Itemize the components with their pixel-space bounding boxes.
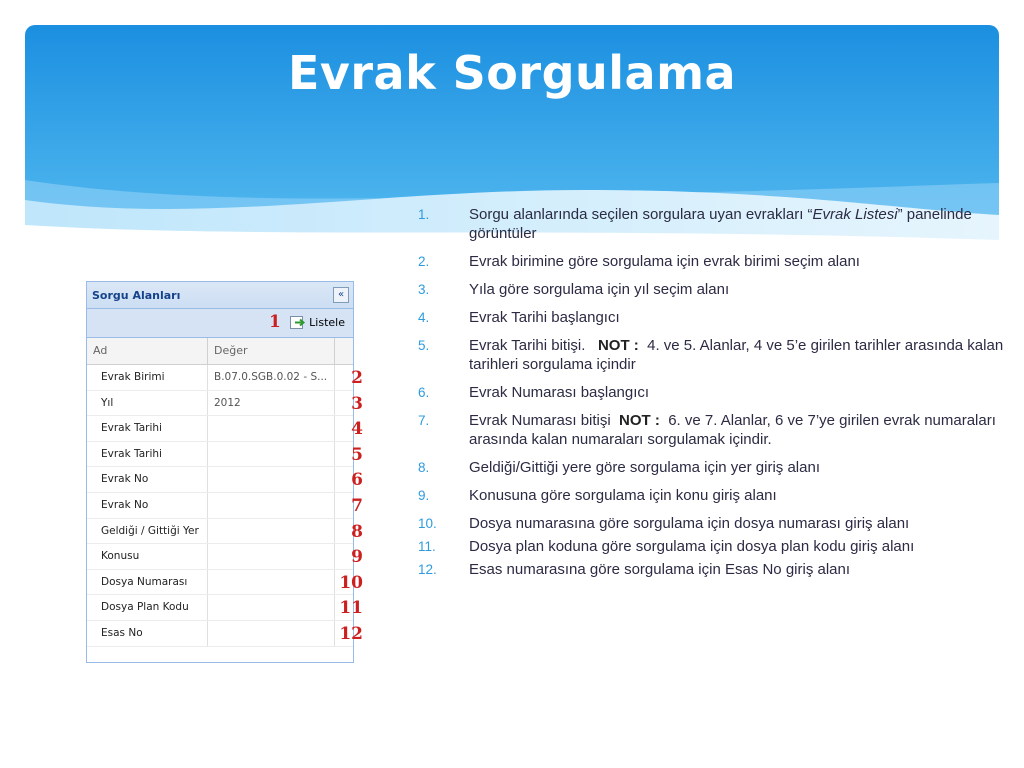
list-number: 6.: [418, 385, 430, 400]
list-text: Evrak birimine göre sorgulama için evrak birimi seçim alanı: [469, 253, 860, 270]
panel-header: [87, 282, 353, 309]
list-text: 6. ve 7. Alanlar, 6 ve 7’ye girilen evrak numaraları arasında kalan numaraları sorgulamak içindir.: [469, 412, 996, 448]
list-item: [416, 458, 1006, 477]
note-label: NOT :: [597, 337, 639, 354]
query-row[interactable]: [87, 595, 363, 621]
list-text: Evrak Numarası bitişi: [469, 412, 611, 429]
list-text: Sorgu alanlarında seçilen sorgulara uyan evrakları “: [469, 206, 813, 223]
list-text: ” panelinde görüntüler: [469, 206, 972, 242]
list-item: [416, 205, 1006, 243]
list-number: 12.: [418, 562, 437, 577]
list-arrow-icon: [290, 316, 306, 329]
query-row[interactable]: [87, 391, 363, 417]
callout-number: 4: [351, 419, 363, 440]
query-fields-panel: [86, 281, 363, 663]
column-name-header[interactable]: Ad: [87, 338, 208, 364]
list-button-label: Listele: [309, 316, 345, 329]
list-item: [416, 560, 1006, 579]
row-name: Dosya Plan Kodu: [101, 601, 189, 614]
list-text: 4. ve 5. Alanlar, 4 ve 5’e girilen tarihler arasında kalan tarihleri sorgulama içindir: [469, 337, 1004, 373]
list-item: [416, 411, 1006, 449]
list-text: Esas numarasına göre sorgulama için Esas No giriş alanı: [469, 561, 851, 578]
callout-number: 10: [339, 572, 363, 593]
list-number: 7.: [418, 413, 430, 428]
list-text: Evrak Numarası başlangıcı: [469, 384, 650, 401]
list-text: Evrak Tarihi başlangıcı: [469, 309, 620, 326]
list-text: Dosya plan koduna göre sorgulama için dosya plan kodu giriş alanı: [469, 538, 915, 555]
row-name: Yıl: [101, 396, 114, 409]
query-row[interactable]: [87, 365, 363, 391]
callout-number: 11: [339, 598, 363, 619]
list-item: [416, 336, 1006, 374]
list-item: [416, 308, 1006, 327]
list-item: [416, 280, 1006, 299]
slide-title: Evrak Sorgulama: [287, 46, 737, 100]
row-value[interactable]: [208, 467, 335, 492]
list-item: [416, 486, 1006, 505]
list-text: Geldiği/Gittiği yere göre sorgulama için yer giriş alanı: [469, 459, 820, 476]
list-button[interactable]: [290, 316, 345, 329]
row-name: Konusu: [101, 550, 140, 563]
list-number: 3.: [418, 282, 430, 297]
query-row[interactable]: [87, 621, 363, 647]
query-row[interactable]: [87, 442, 363, 468]
collapse-icon[interactable]: «: [333, 287, 349, 303]
row-name: Geldiği / Gittiği Yer: [101, 524, 199, 537]
callout-number: 5: [351, 444, 363, 465]
row-value[interactable]: [208, 570, 335, 595]
list-item: [416, 514, 1006, 533]
row-value[interactable]: [208, 442, 335, 467]
query-row[interactable]: [87, 544, 363, 570]
callout-number: 3: [351, 393, 363, 414]
list-number: 11.: [418, 539, 436, 554]
callout-number: 2: [351, 368, 363, 388]
row-name: Evrak Birimi: [101, 371, 165, 383]
row-name: Esas No: [101, 626, 143, 639]
field-description-list: [416, 205, 1006, 588]
query-row[interactable]: [87, 467, 363, 493]
row-value[interactable]: [208, 595, 335, 620]
query-row[interactable]: [87, 570, 363, 596]
query-row[interactable]: [87, 416, 363, 442]
callout-number: 12: [339, 623, 363, 644]
row-value[interactable]: [208, 519, 335, 544]
callout-number: 8: [351, 521, 363, 542]
callout-number: 6: [351, 470, 363, 491]
column-value-header[interactable]: Değer: [208, 338, 335, 364]
list-number: 2.: [418, 254, 430, 269]
row-name: Evrak Tarihi: [101, 447, 162, 460]
note-label: NOT :: [619, 412, 660, 429]
list-item: [416, 383, 1006, 402]
row-name: Evrak Tarihi: [101, 422, 162, 435]
row-name: Evrak No: [101, 473, 149, 486]
panel-toolbar: [87, 309, 353, 338]
row-value[interactable]: B.07.0.SGB.0.02 - S...: [208, 365, 335, 390]
grid-column-header: [87, 338, 353, 365]
row-name: Dosya Numarası: [101, 575, 188, 588]
row-value[interactable]: [208, 416, 335, 441]
list-item: [416, 537, 1006, 556]
list-number: 8.: [418, 460, 430, 475]
row-value[interactable]: [208, 493, 335, 518]
list-number: 5.: [418, 338, 430, 353]
list-number: 4.: [418, 310, 430, 325]
list-item: [416, 252, 1006, 271]
list-text: Dosya numarasına göre sorgulama için dosya numarası giriş alanı: [469, 515, 910, 532]
row-value[interactable]: [208, 544, 335, 569]
list-number: 1.: [418, 207, 430, 222]
list-number: 9.: [418, 488, 430, 503]
callout-number: 9: [351, 547, 363, 568]
list-text: Konusuna göre sorgulama için konu giriş alanı: [469, 487, 777, 504]
list-text-italic: Evrak Listesi: [812, 206, 898, 223]
query-row[interactable]: [87, 493, 363, 519]
row-value[interactable]: 2012: [208, 391, 335, 416]
callout-number: 1: [269, 312, 281, 332]
list-text: Yıla göre sorgulama için yıl seçim alanı: [469, 281, 730, 298]
query-row[interactable]: [87, 519, 363, 545]
panel-title: Sorgu Alanları: [92, 289, 181, 302]
row-name: Evrak No: [101, 498, 149, 511]
row-value[interactable]: [208, 621, 335, 646]
callout-number: 7: [351, 495, 363, 516]
list-number: 10.: [418, 516, 437, 531]
list-text: Evrak Tarihi bitişi.: [469, 337, 586, 354]
